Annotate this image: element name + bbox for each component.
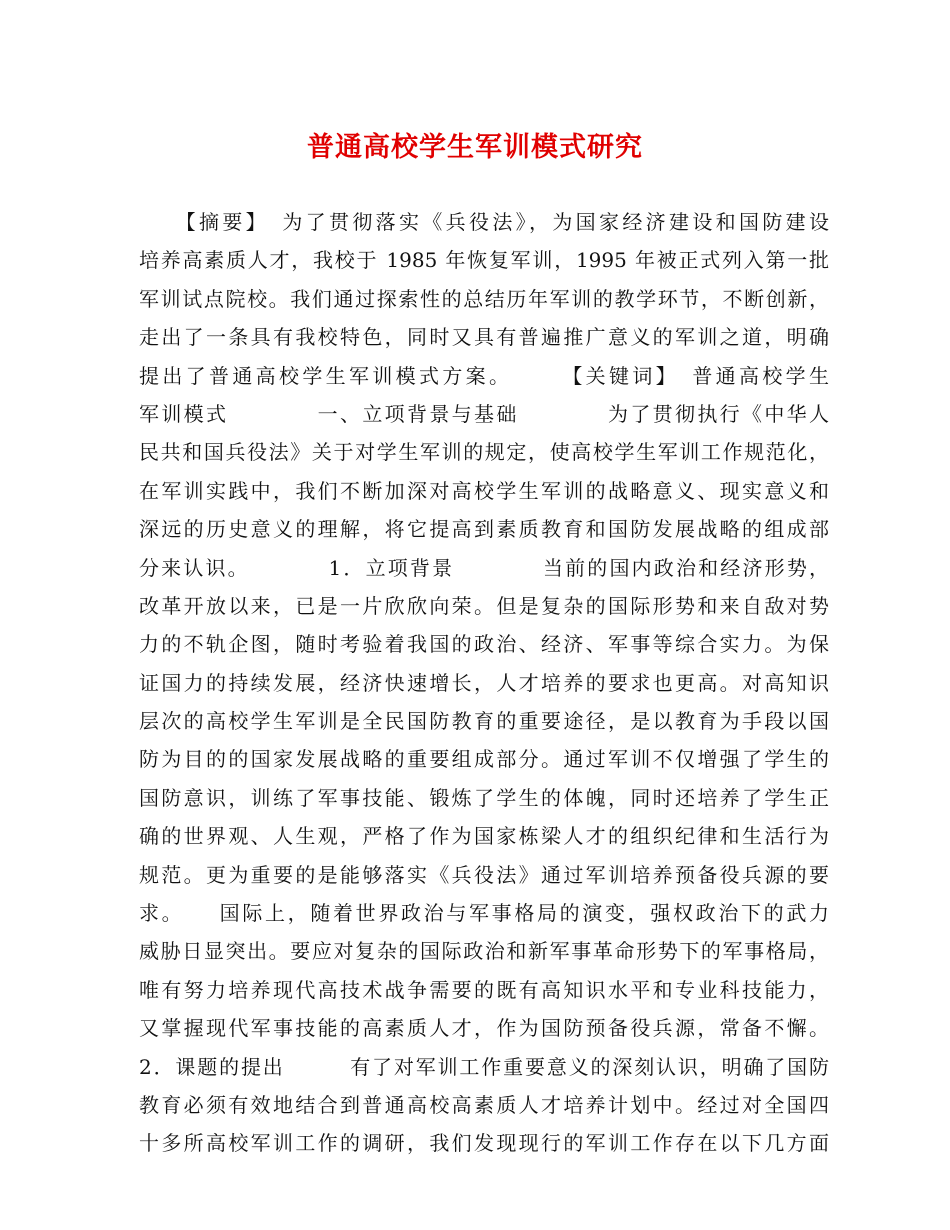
body-line: 民共和国兵役法》关于对学生军训的规定，使高校学生军训工作规范化， — [139, 440, 829, 465]
body-line: 威胁日显突出。要应对复杂的国际政治和新军事革命形势下的军事格局， — [139, 939, 829, 964]
body-line: 国防意识，训练了军事技能、锻炼了学生的体魄，同时还培养了学生正 — [139, 785, 829, 810]
body-line: 证国力的持续发展，经济快速增长，人才培养的要求也更高。对高知识 — [139, 670, 829, 695]
body-line: 求。 国际上，随着世界政治与军事格局的演变，强权政治下的武力 — [139, 901, 829, 926]
body-line: 十多所高校军训工作的调研，我们发现现行的军训工作存在以下几方面 — [139, 1131, 829, 1156]
body-line: 又掌握现代军事技能的高素质人才，作为国防预备役兵源，常备不懈。 — [139, 1016, 829, 1041]
body-line: 在军训实践中，我们不断加深对高校学生军训的战略意义、现实意义和 — [139, 478, 829, 503]
body-line: 分来认识。 1．立项背景 当前的国内政治和经济形势， — [139, 555, 829, 580]
body-line: 2．课题的提出 有了对军训工作重要意义的深刻认识，明确了国防 — [139, 1054, 829, 1079]
document-body — [139, 203, 829, 1163]
body-line: 走出了一条具有我校特色，同时又具有普遍推广意义的军训之道，明确 — [139, 325, 829, 350]
body-line: 层次的高校学生军训是全民国防教育的重要途径，是以教育为手段以国 — [139, 709, 829, 734]
body-line: 唯有努力培养现代高技术战争需要的既有高知识水平和专业科技能力， — [139, 977, 829, 1002]
body-line: 军训试点院校。我们通过探索性的总结历年军训的教学环节，不断创新， — [139, 286, 829, 311]
body-line: 深远的历史意义的理解，将它提高到素质教育和国防发展战略的组成部 — [139, 517, 829, 542]
body-line: 教育必须有效地结合到普通高校高素质人才培养计划中。经过对全国四 — [139, 1092, 829, 1117]
body-line: 改革开放以来，已是一片欣欣向荣。但是复杂的国际形势和来自敌对势 — [139, 593, 829, 618]
body-line: 确的世界观、人生观，严格了作为国家栋梁人才的组织纪律和生活行为 — [139, 824, 829, 849]
body-line: 防为目的的国家发展战略的重要组成部分。通过军训不仅增强了学生的 — [139, 747, 829, 772]
body-line: 规范。更为重要的是能够落实《兵役法》通过军训培养预备役兵源的要 — [139, 862, 829, 887]
body-line: 军训模式 一、立项背景与基础 为了贯彻执行《中华人 — [139, 401, 829, 426]
document-title: 普通高校学生军训模式研究 — [307, 132, 643, 163]
body-line: 培养高素质人才，我校于 1985 年恢复军训，1995 年被正式列入第一批 — [139, 248, 829, 273]
body-line: 提出了普通高校学生军训模式方案。 【关键词】 普通高校学生 — [139, 363, 829, 388]
body-line: 【摘要】 为了贯彻落实《兵役法》，为国家经济建设和国防建设 — [139, 210, 829, 234]
body-line: 力的不轨企图，随时考验着我国的政治、经济、军事等综合实力。为保 — [139, 632, 829, 657]
